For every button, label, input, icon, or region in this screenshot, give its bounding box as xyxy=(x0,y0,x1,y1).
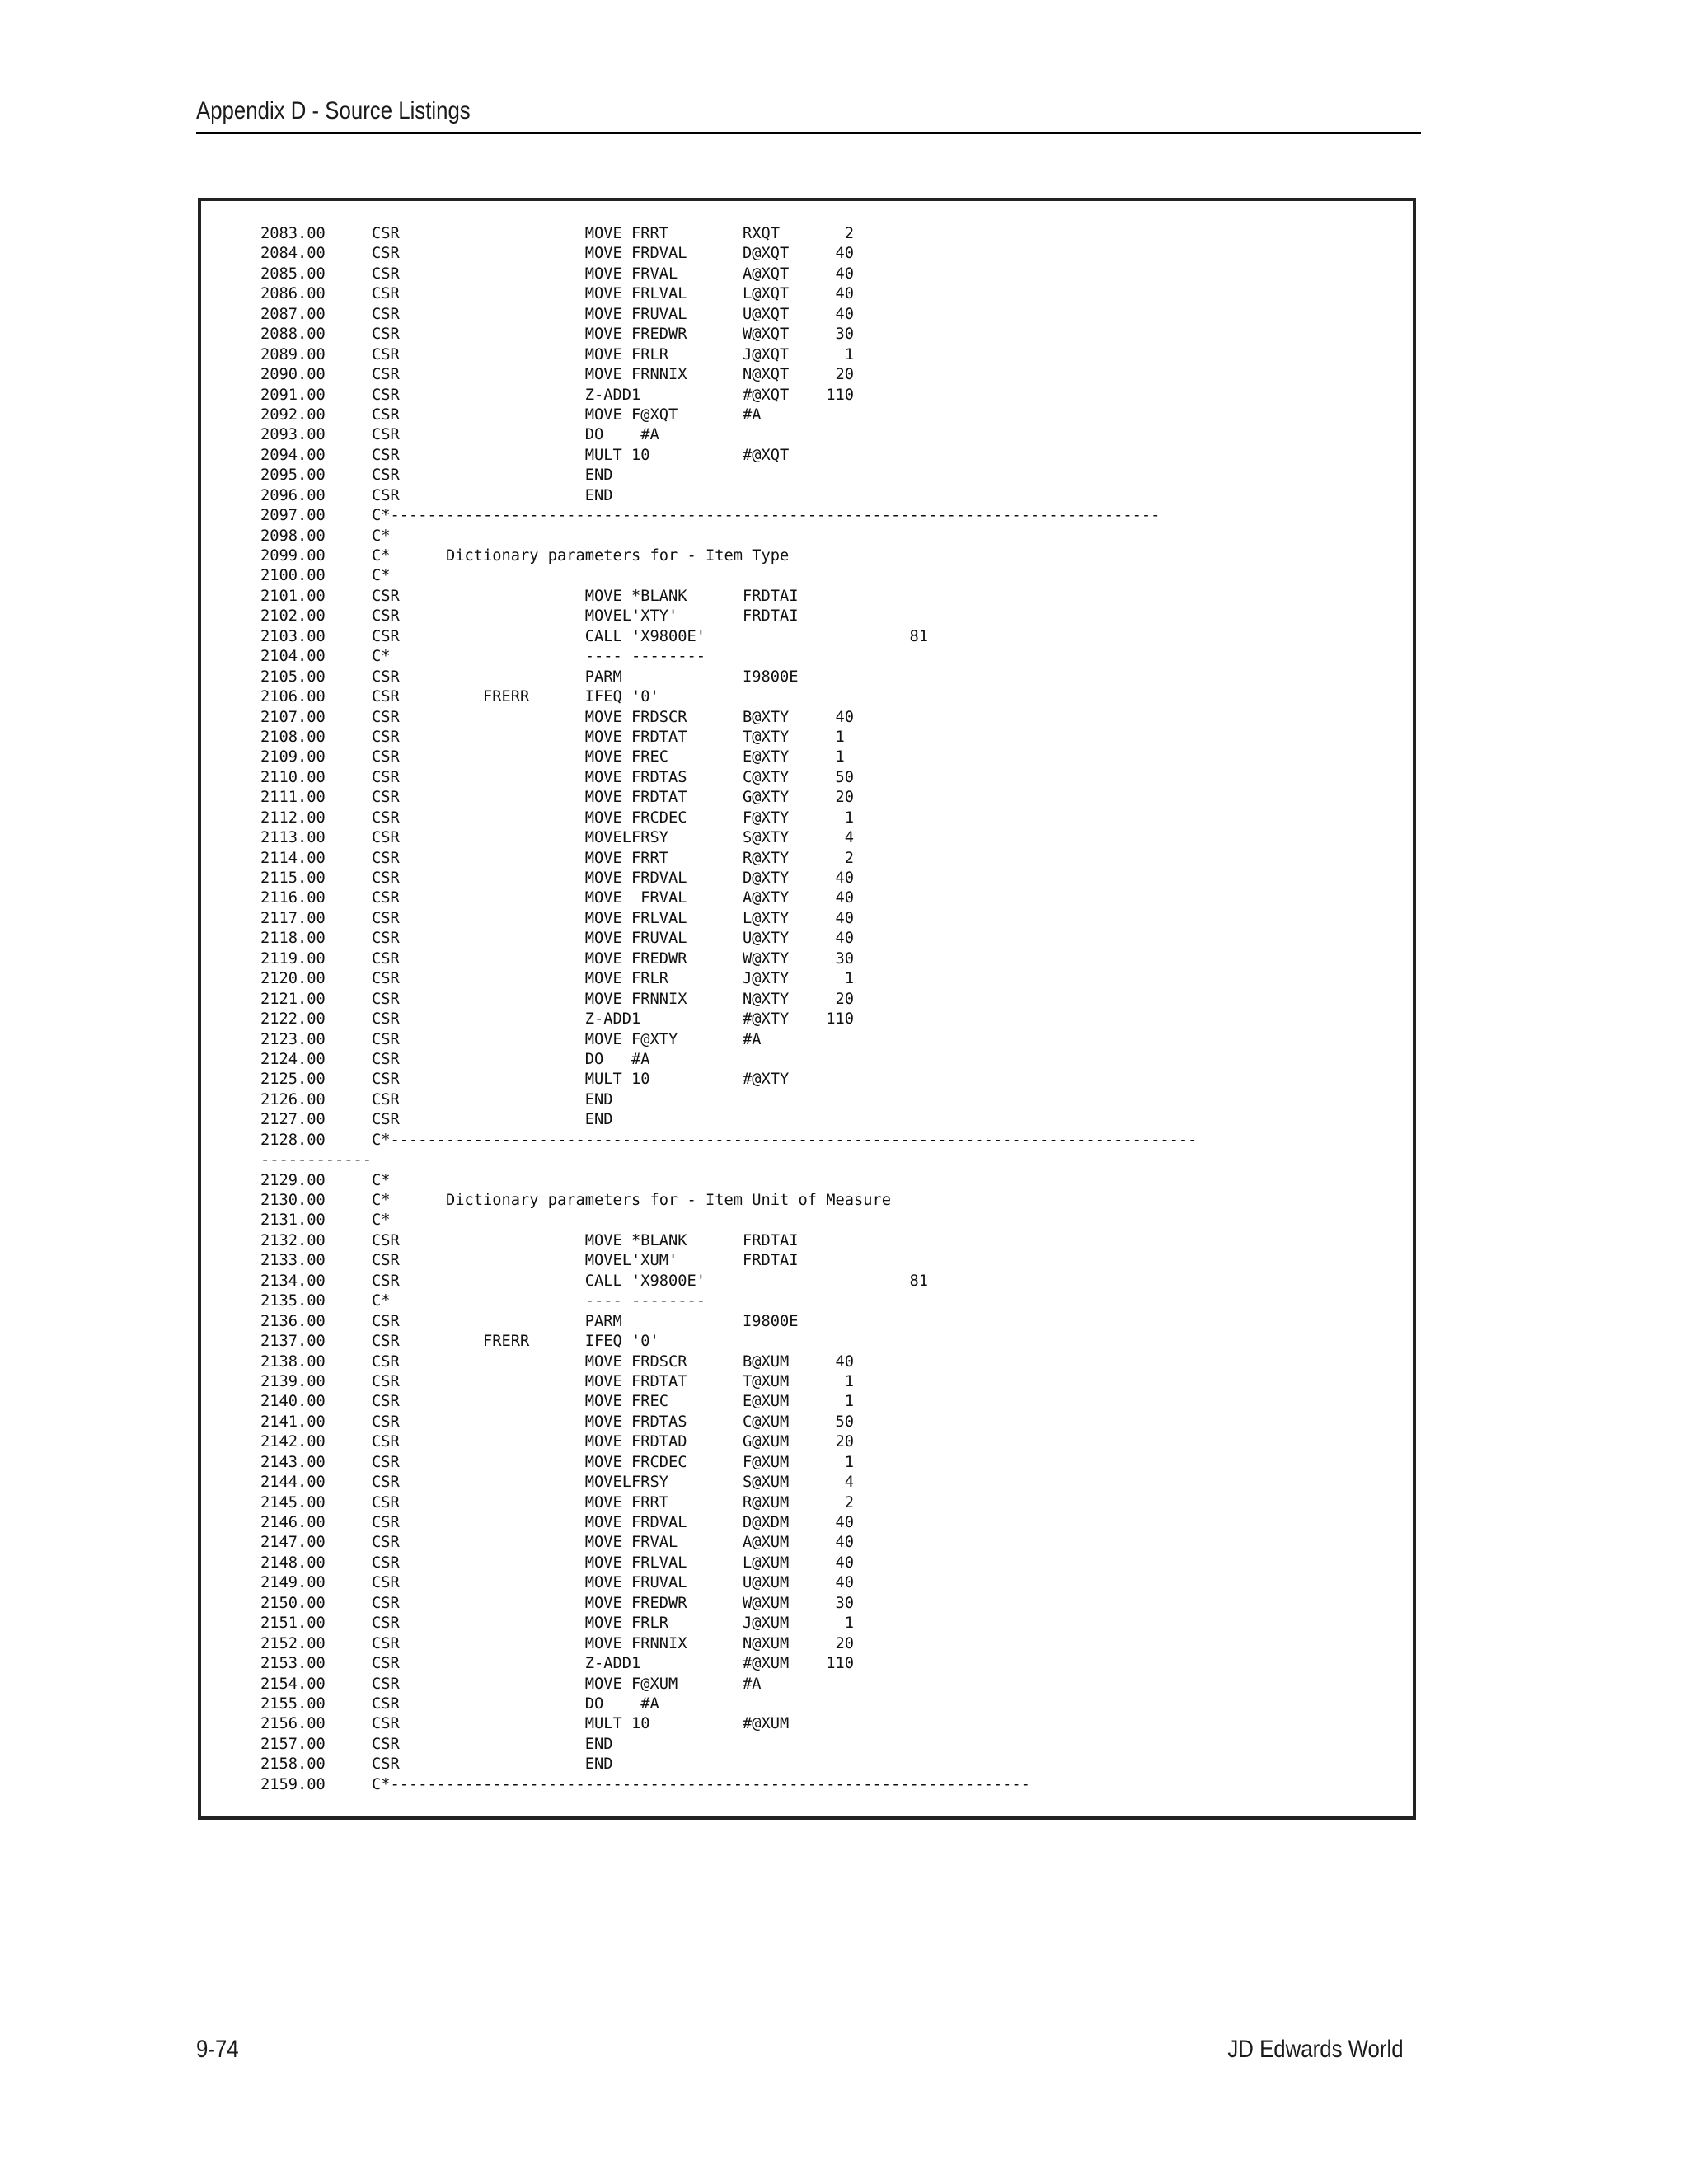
listing-line: 2147.00 CSR MOVE FRVAL A@XUM 40 xyxy=(260,1534,855,1552)
listing-line: 2131.00 C* xyxy=(260,1212,391,1230)
listing-line: 2159.00 C*--------------------------------------------------------------------- xyxy=(260,1775,1030,1793)
listing-line: 2120.00 CSR MOVE FRLR J@XTY 1 xyxy=(260,970,855,988)
listing-line: 2102.00 CSR MOVEL'XTY' FRDTAI xyxy=(260,607,799,626)
listing-line: 2096.00 CSR END xyxy=(260,486,613,504)
listing-line: 2153.00 CSR Z-ADD1 #@XUM 110 xyxy=(260,1655,855,1673)
listing-line: 2100.00 C* xyxy=(260,567,391,585)
listing-line: 2138.00 CSR MOVE FRDSCR B@XUM 40 xyxy=(260,1352,855,1371)
listing-line: 2118.00 CSR MOVE FRUVAL U@XTY 40 xyxy=(260,930,855,948)
listing-line: 2132.00 CSR MOVE *BLANK FRDTAI xyxy=(260,1231,799,1249)
listing-line: 2141.00 CSR MOVE FRDTAS C@XUM 50 xyxy=(260,1413,855,1431)
listing-line: 2125.00 CSR MULT 10 #@XTY xyxy=(260,1071,790,1089)
listing-line: 2106.00 CSR FRERR IFEQ '0' xyxy=(260,688,659,706)
listing-line: 2114.00 CSR MOVE FRRT R@XTY 2 xyxy=(260,849,855,867)
listing-line: 2129.00 C* xyxy=(260,1171,391,1189)
listing-line: 2157.00 CSR END xyxy=(260,1735,613,1753)
listing-line: 2089.00 CSR MOVE FRLR J@XQT 1 xyxy=(260,345,855,363)
listing-line: 2121.00 CSR MOVE FRNNIX N@XTY 20 xyxy=(260,990,855,1008)
listing-line: 2117.00 CSR MOVE FRLVAL L@XTY 40 xyxy=(260,909,855,927)
listing-line: 2140.00 CSR MOVE FREC E@XUM 1 xyxy=(260,1393,855,1411)
listing-line: 2144.00 CSR MOVELFRSY S@XUM 4 xyxy=(260,1474,855,1492)
listing-line: 2139.00 CSR MOVE FRDTAT T@XUM 1 xyxy=(260,1372,855,1390)
listing-line: 2126.00 CSR END xyxy=(260,1090,613,1108)
listing-line: 2083.00 CSR MOVE FRRT RXQT 2 xyxy=(260,225,855,242)
listing-line: 2091.00 CSR Z-ADD1 #@XQT 110 xyxy=(260,386,855,404)
listing-line: 2109.00 CSR MOVE FREC E@XTY 1 xyxy=(260,748,845,766)
listing-line: 2135.00 C* ---- -------- xyxy=(260,1292,706,1310)
listing-line: 2152.00 CSR MOVE FRNNIX N@XUM 20 xyxy=(260,1634,855,1652)
listing-line: 2084.00 CSR MOVE FRDVAL D@XQT 40 xyxy=(260,245,855,263)
page-header-title: Appendix D - Source Listings xyxy=(196,97,471,124)
listing-line: 2124.00 CSR DO #A xyxy=(260,1050,650,1068)
listing-line: 2085.00 CSR MOVE FRVAL A@XQT 40 xyxy=(260,265,855,283)
listing-line: 2127.00 CSR END xyxy=(260,1111,613,1129)
listing-line: 2122.00 CSR Z-ADD1 #@XTY 110 xyxy=(260,1010,855,1029)
listing-line: 2087.00 CSR MOVE FRUVAL U@XQT 40 xyxy=(260,305,855,323)
listing-line: 2151.00 CSR MOVE FRLR J@XUM 1 xyxy=(260,1615,855,1633)
listing-line: 2113.00 CSR MOVELFRSY S@XTY 4 xyxy=(260,829,855,847)
listing-line: 2145.00 CSR MOVE FRRT R@XUM 2 xyxy=(260,1493,855,1511)
listing-line: 2101.00 CSR MOVE *BLANK FRDTAI xyxy=(260,587,799,605)
listing-line: 2137.00 CSR FRERR IFEQ '0' xyxy=(260,1333,659,1351)
listing-line: 2092.00 CSR MOVE F@XQT #A xyxy=(260,405,762,424)
listing-line: 2116.00 CSR MOVE FRVAL A@XTY 40 xyxy=(260,889,855,907)
listing-line: 2119.00 CSR MOVE FREDWR W@XTY 30 xyxy=(260,949,855,968)
listing-line: 2143.00 CSR MOVE FRCDEC F@XUM 1 xyxy=(260,1453,855,1471)
listing-line: 2103.00 CSR CALL 'X9800E' 81 xyxy=(260,627,929,645)
listing-line: 2110.00 CSR MOVE FRDTAS C@XTY 50 xyxy=(260,768,855,786)
listing-line: 2104.00 C* ---- -------- xyxy=(260,648,706,666)
listing-line: 2148.00 CSR MOVE FRLVAL L@XUM 40 xyxy=(260,1554,855,1572)
listing-line: 2095.00 CSR END xyxy=(260,466,613,485)
listing-line: 2130.00 C* Dictionary parameters for - Item Unit of Measure xyxy=(260,1192,892,1209)
source-listing-box xyxy=(198,198,1416,1820)
footer-page-number: 9-74 xyxy=(196,2036,239,2063)
listing-line: 2098.00 C* xyxy=(260,527,391,545)
listing-line: 2146.00 CSR MOVE FRDVAL D@XDM 40 xyxy=(260,1514,855,1531)
listing-line: 2090.00 CSR MOVE FRNNIX N@XQT 20 xyxy=(260,366,855,384)
listing-line: 2154.00 CSR MOVE F@XUM #A xyxy=(260,1675,762,1693)
listing-line: 2133.00 CSR MOVEL'XUM' FRDTAI xyxy=(260,1252,799,1270)
listing-line: 2149.00 CSR MOVE FRUVAL U@XUM 40 xyxy=(260,1574,855,1592)
listing-line: 2112.00 CSR MOVE FRCDEC F@XTY 1 xyxy=(260,808,855,827)
listing-line: 2156.00 CSR MULT 10 #@XUM xyxy=(260,1715,790,1733)
listing-line: 2107.00 CSR MOVE FRDSCR B@XTY 40 xyxy=(260,708,855,726)
listing-line: 2086.00 CSR MOVE FRLVAL L@XQT 40 xyxy=(260,285,855,303)
header-rule xyxy=(196,132,1421,134)
footer-brand: JD Edwards World xyxy=(1227,2036,1404,2063)
listing-line: 2111.00 CSR MOVE FRDTAT G@XTY 20 xyxy=(260,789,855,807)
listing-line: 2105.00 CSR PARM I9800E xyxy=(260,668,799,686)
listing-line: 2142.00 CSR MOVE FRDTAD G@XUM 20 xyxy=(260,1433,855,1451)
listing-line: 2134.00 CSR CALL 'X9800E' 81 xyxy=(260,1272,929,1290)
listing-line: 2099.00 C* Dictionary parameters for - Item Type xyxy=(260,547,790,565)
listing-line: 2097.00 C*----------------------------------------------------------------------------------- xyxy=(260,507,1160,525)
listing-line: 2115.00 CSR MOVE FRDVAL D@XTY 40 xyxy=(260,869,855,887)
listing-line: 2094.00 CSR MULT 10 #@XQT xyxy=(260,446,790,464)
listing-line: 2123.00 CSR MOVE F@XTY #A xyxy=(260,1030,762,1048)
listing-line: 2128.00 C*--------------------------------------------------------------------------------------- xyxy=(260,1131,1198,1149)
listing-line: 2136.00 CSR PARM I9800E xyxy=(260,1312,799,1330)
listing-line: 2088.00 CSR MOVE FREDWR W@XQT 30 xyxy=(260,326,855,344)
listing-line: 2150.00 CSR MOVE FREDWR W@XUM 30 xyxy=(260,1594,855,1612)
source-listing xyxy=(260,224,1197,1795)
listing-line: 2108.00 CSR MOVE FRDTAT T@XTY 1 xyxy=(260,728,845,746)
listing-line: 2093.00 CSR DO #A xyxy=(260,426,659,444)
listing-line: 2155.00 CSR DO #A xyxy=(260,1694,659,1713)
listing-line: 2158.00 CSR END xyxy=(260,1755,613,1774)
listing-line: ------------ xyxy=(260,1151,373,1169)
